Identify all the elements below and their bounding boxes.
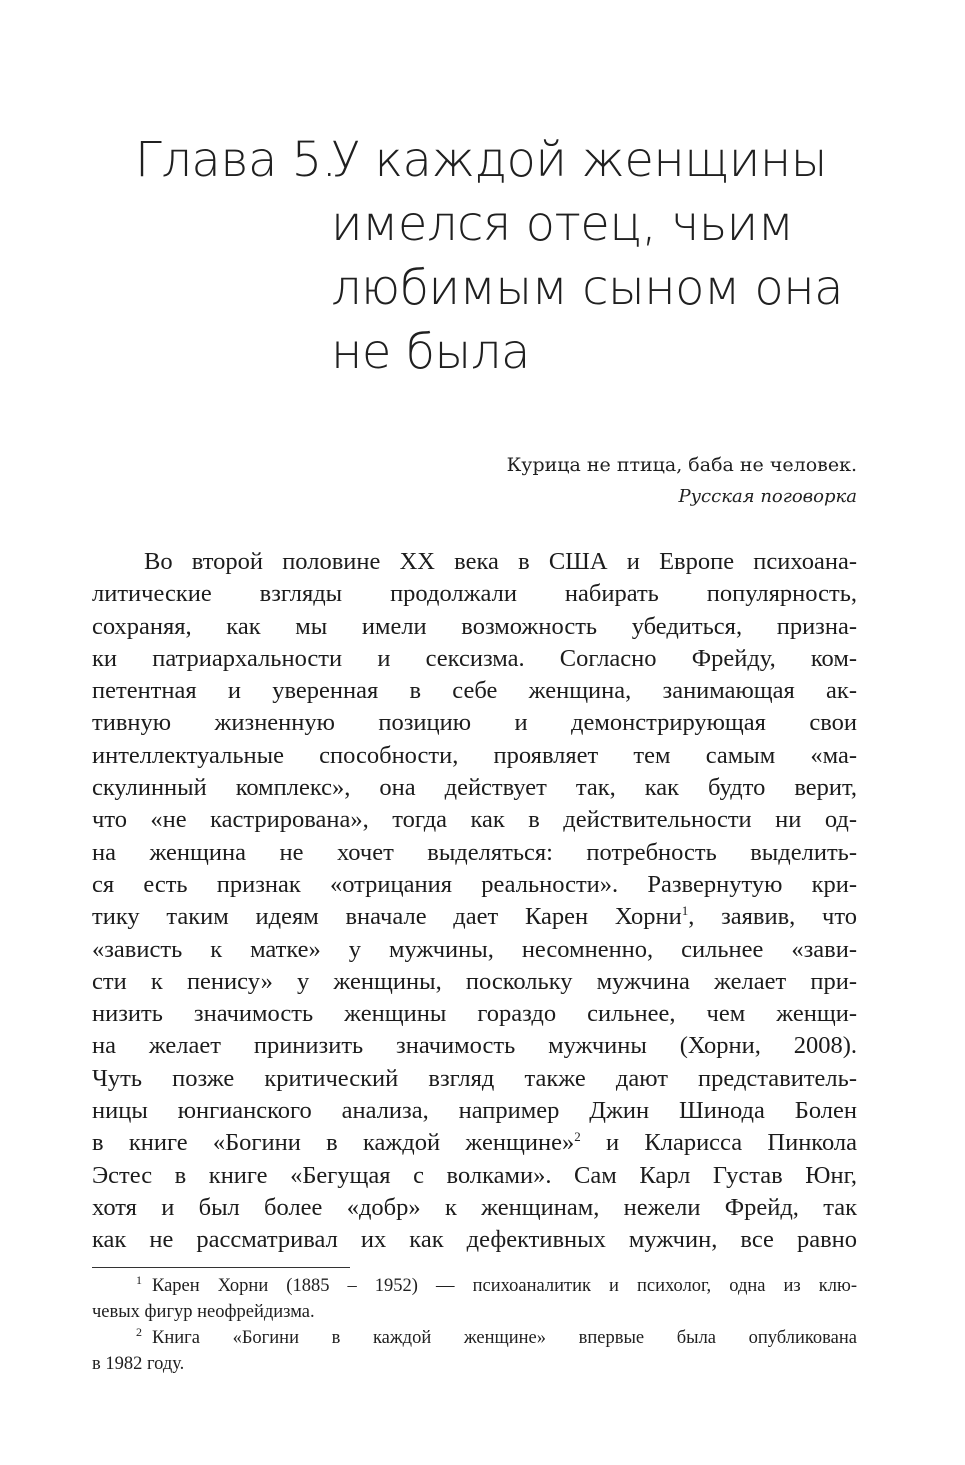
epigraph-quote: Курица не птица, баба не человек. (506, 454, 857, 476)
footnote-divider (92, 1267, 350, 1268)
body-line-with-footnote-2 (92, 1127, 857, 1159)
body-text-segment: , заявив, что (688, 903, 857, 931)
chapter-number: Глава 5. (135, 132, 337, 188)
body-line: ся есть признак «отрицания реальности». Развернутую кри- (92, 870, 857, 898)
body-line: скулинный комплекс», она действует так, как будто верит, (92, 774, 857, 802)
footnotes (92, 1273, 857, 1377)
body-line: «зависть к матке» у мужчины, несомненно, сильнее «зави- (92, 935, 857, 963)
chapter-title-line: У каждой женщины (331, 132, 828, 188)
footnote-2-line (92, 1325, 857, 1351)
body-text-segment: в книге «Богини в каждой женщине» (92, 1129, 575, 1157)
body-line: тивную жизненную позицию и демонстрирующая свои (92, 709, 857, 737)
body-line: Во второй половине XX века в США и Европе психоана- (144, 548, 857, 575)
epigraph (507, 450, 857, 512)
body-line: что «не кастрирована», тогда как в действительности ни од- (92, 806, 857, 834)
body-line: хотя и был более «добр» к женщинам, нежели Фрейд, так (92, 1193, 857, 1221)
body-text-segment: тику таким идеям вначале дает Карен Хорни (92, 903, 682, 931)
body-line: Чуть позже критический взгляд также дают представитель- (92, 1064, 857, 1092)
body-line-with-footnote-1 (92, 901, 857, 933)
body-line: ницы юнгианского анализа, например Джин Шинода Болен (92, 1097, 857, 1125)
body-line: ки патриархальности и сексизма. Согласно Фрейду, ком- (92, 644, 857, 672)
footnote-mark-2: 2 (136, 1324, 142, 1339)
body-line: на женщина не хочет выделяться: потребность выделить- (92, 838, 857, 866)
chapter-title-line: любимым сыном она (331, 260, 844, 316)
body-line: литические взгляды продолжали набирать популярность, (92, 580, 857, 608)
footnote-2-text: Книга «Богини в каждой женщине» впервые была опубликована (152, 1328, 857, 1348)
body-line: интеллектуальные способности, проявляет тем самым «ма- (92, 741, 857, 769)
footnote-1-text: Карен Хорни (1885 – 1952) — психоаналитик и психолог, одна из клю- (152, 1276, 857, 1296)
footnote-ref-1[interactable]: 1 (681, 903, 689, 919)
body-text-segment: и Кларисса Пинкола (580, 1129, 857, 1157)
body-line: сти к пенису» у женщины, поскольку мужчина желает при- (92, 967, 857, 995)
body-line: Эстес в книге «Бегущая с волками». Сам Карл Густав Юнг, (92, 1161, 857, 1189)
body-line: петентная и уверенная в себе женщина, занимающая ак- (92, 677, 857, 705)
chapter-heading (135, 128, 855, 384)
footnote-2-line: в 1982 году. (92, 1354, 185, 1374)
footnote-1-line: чевых фигур неофрейдизма. (92, 1302, 315, 1322)
footnote-mark-1: 1 (136, 1272, 142, 1287)
body-line: как не рассматривал их как дефективных мужчин, все равно (92, 1226, 857, 1254)
chapter-title-line: не была (331, 324, 530, 380)
body-line: на желает принизить значимость мужчины (Хорни, 2008). (92, 1032, 857, 1060)
epigraph-source: Русская поговорка (678, 486, 857, 507)
body-line: низить значимость женщины гораздо сильнее, чем женщи- (92, 1000, 857, 1028)
footnote-1-line (92, 1273, 857, 1299)
body-line: сохраняя, как мы имели возможность убедиться, призна- (92, 612, 857, 640)
chapter-title-line: имелся отец, чьим (331, 196, 794, 252)
body-paragraph (92, 546, 857, 1257)
footnote-ref-2[interactable]: 2 (574, 1129, 581, 1145)
